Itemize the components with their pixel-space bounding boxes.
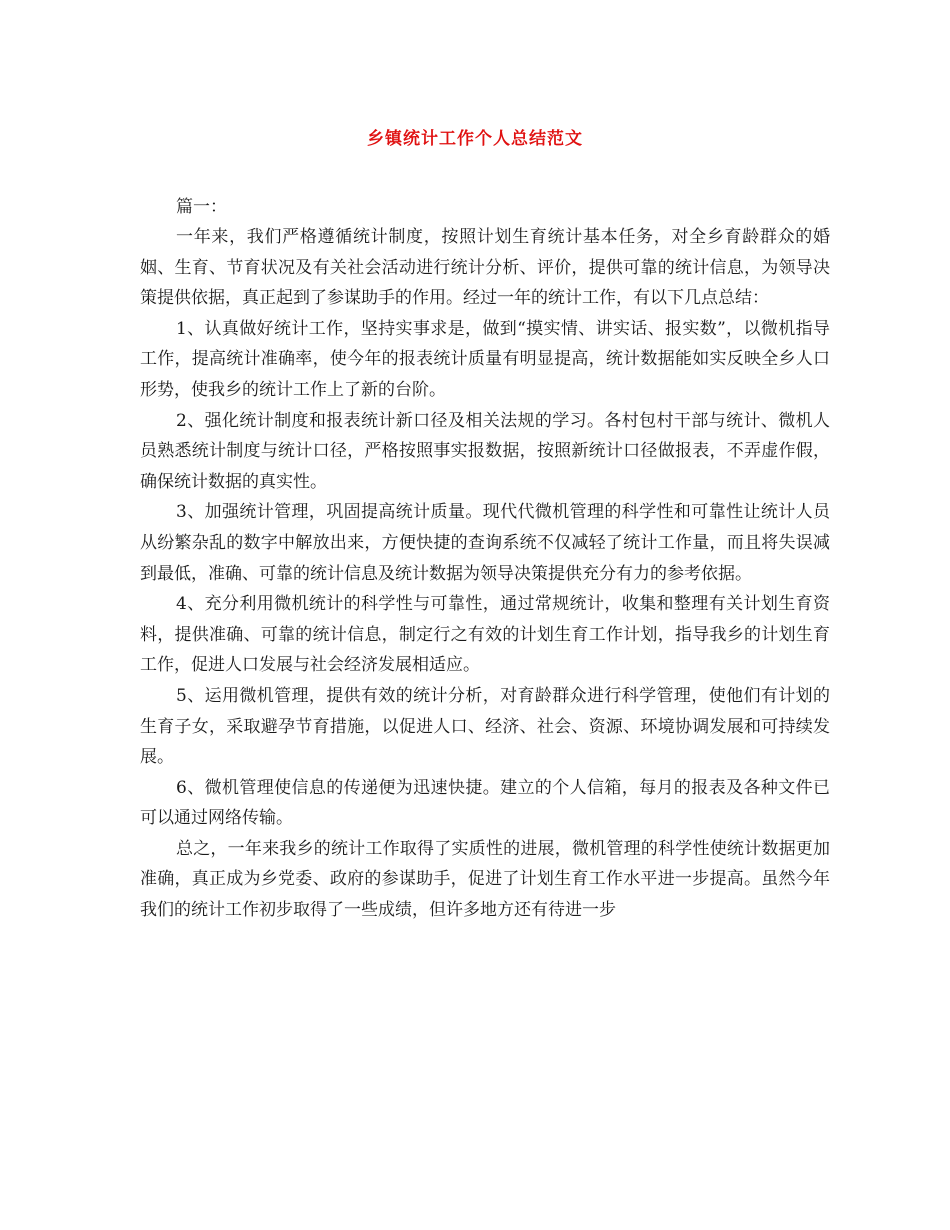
paragraph-intro: 一年来，我们严格遵循统计制度，按照计划生育统计基本任务，对全乡育龄群众的婚姻、生育、节育状况及有关社会活动进行统计分析、评价，提供可靠的统计信息，为领导决策提供依据，真正起到了参谋助手的作用。经过一年的统计工作，有以下几点总结： <box>140 227 830 309</box>
paragraph-point-6: 6、微机管理使信息的传递便为迅速快捷。建立的个人信箱，每月的报表及各种文件已可以通过网络传输。 <box>140 777 830 829</box>
document-body <box>140 192 830 926</box>
paragraph-point-3: 3、加强统计管理，巩固提高统计质量。现代代微机管理的科学性和可靠性让统计人员从纷繁杂乱的数字中解放出来，方便快捷的查询系统不仅减轻了统计工作量，而且将失误减到最低，准确、可靠的统计信息及统计数据为领导决策提供充分有力的参考依据。 <box>140 502 830 584</box>
section-label: 篇一： <box>176 197 227 217</box>
document-title: 乡镇统计工作个人总结范文 <box>367 129 583 149</box>
paragraph-point-5: 5、运用微机管理，提供有效的统计分析，对育龄群众进行科学管理，使他们有计划的生育子女，采取避孕节育措施，以促进人口、经济、社会、资源、环境协调发展和可持续发展。 <box>140 685 830 768</box>
paragraph-point-2: 2、强化统计制度和报表统计新口径及相关法规的学习。各村包村干部与统计、微机人员熟悉统计制度与统计口径，严格按照事实报数据，按照新统计口径做报表，不弄虚作假，确保统计数据的真实性。 <box>140 410 830 492</box>
paragraph-point-4: 4、充分利用微机统计的科学性与可靠性，通过常规统计，收集和整理有关计划生育资料，提供准确、可靠的统计信息，制定行之有效的计划生育工作计划，指导我乡的计划生育工作，促进人口发展与社会经济发展相适应。 <box>140 594 830 676</box>
paragraph-point-1: 1、认真做好统计工作，坚持实事求是，做到“摸实情、讲实话、报实数”，以微机指导工作，提高统计准确率，使今年的报表统计质量有明显提高，统计数据能如实反映全乡人口形势，使我乡的统计工作上了新的台阶。 <box>140 318 830 400</box>
paragraph-summary: 总之，一年来我乡的统计工作取得了实质性的进展，微机管理的科学性使统计数据更加准确，真正成为乡党委、政府的参谋助手，促进了计划生育工作水平进一步提高。虽然今年我们的统计工作初步取得了一些成绩，但许多地方还有待进一步 <box>140 838 830 921</box>
